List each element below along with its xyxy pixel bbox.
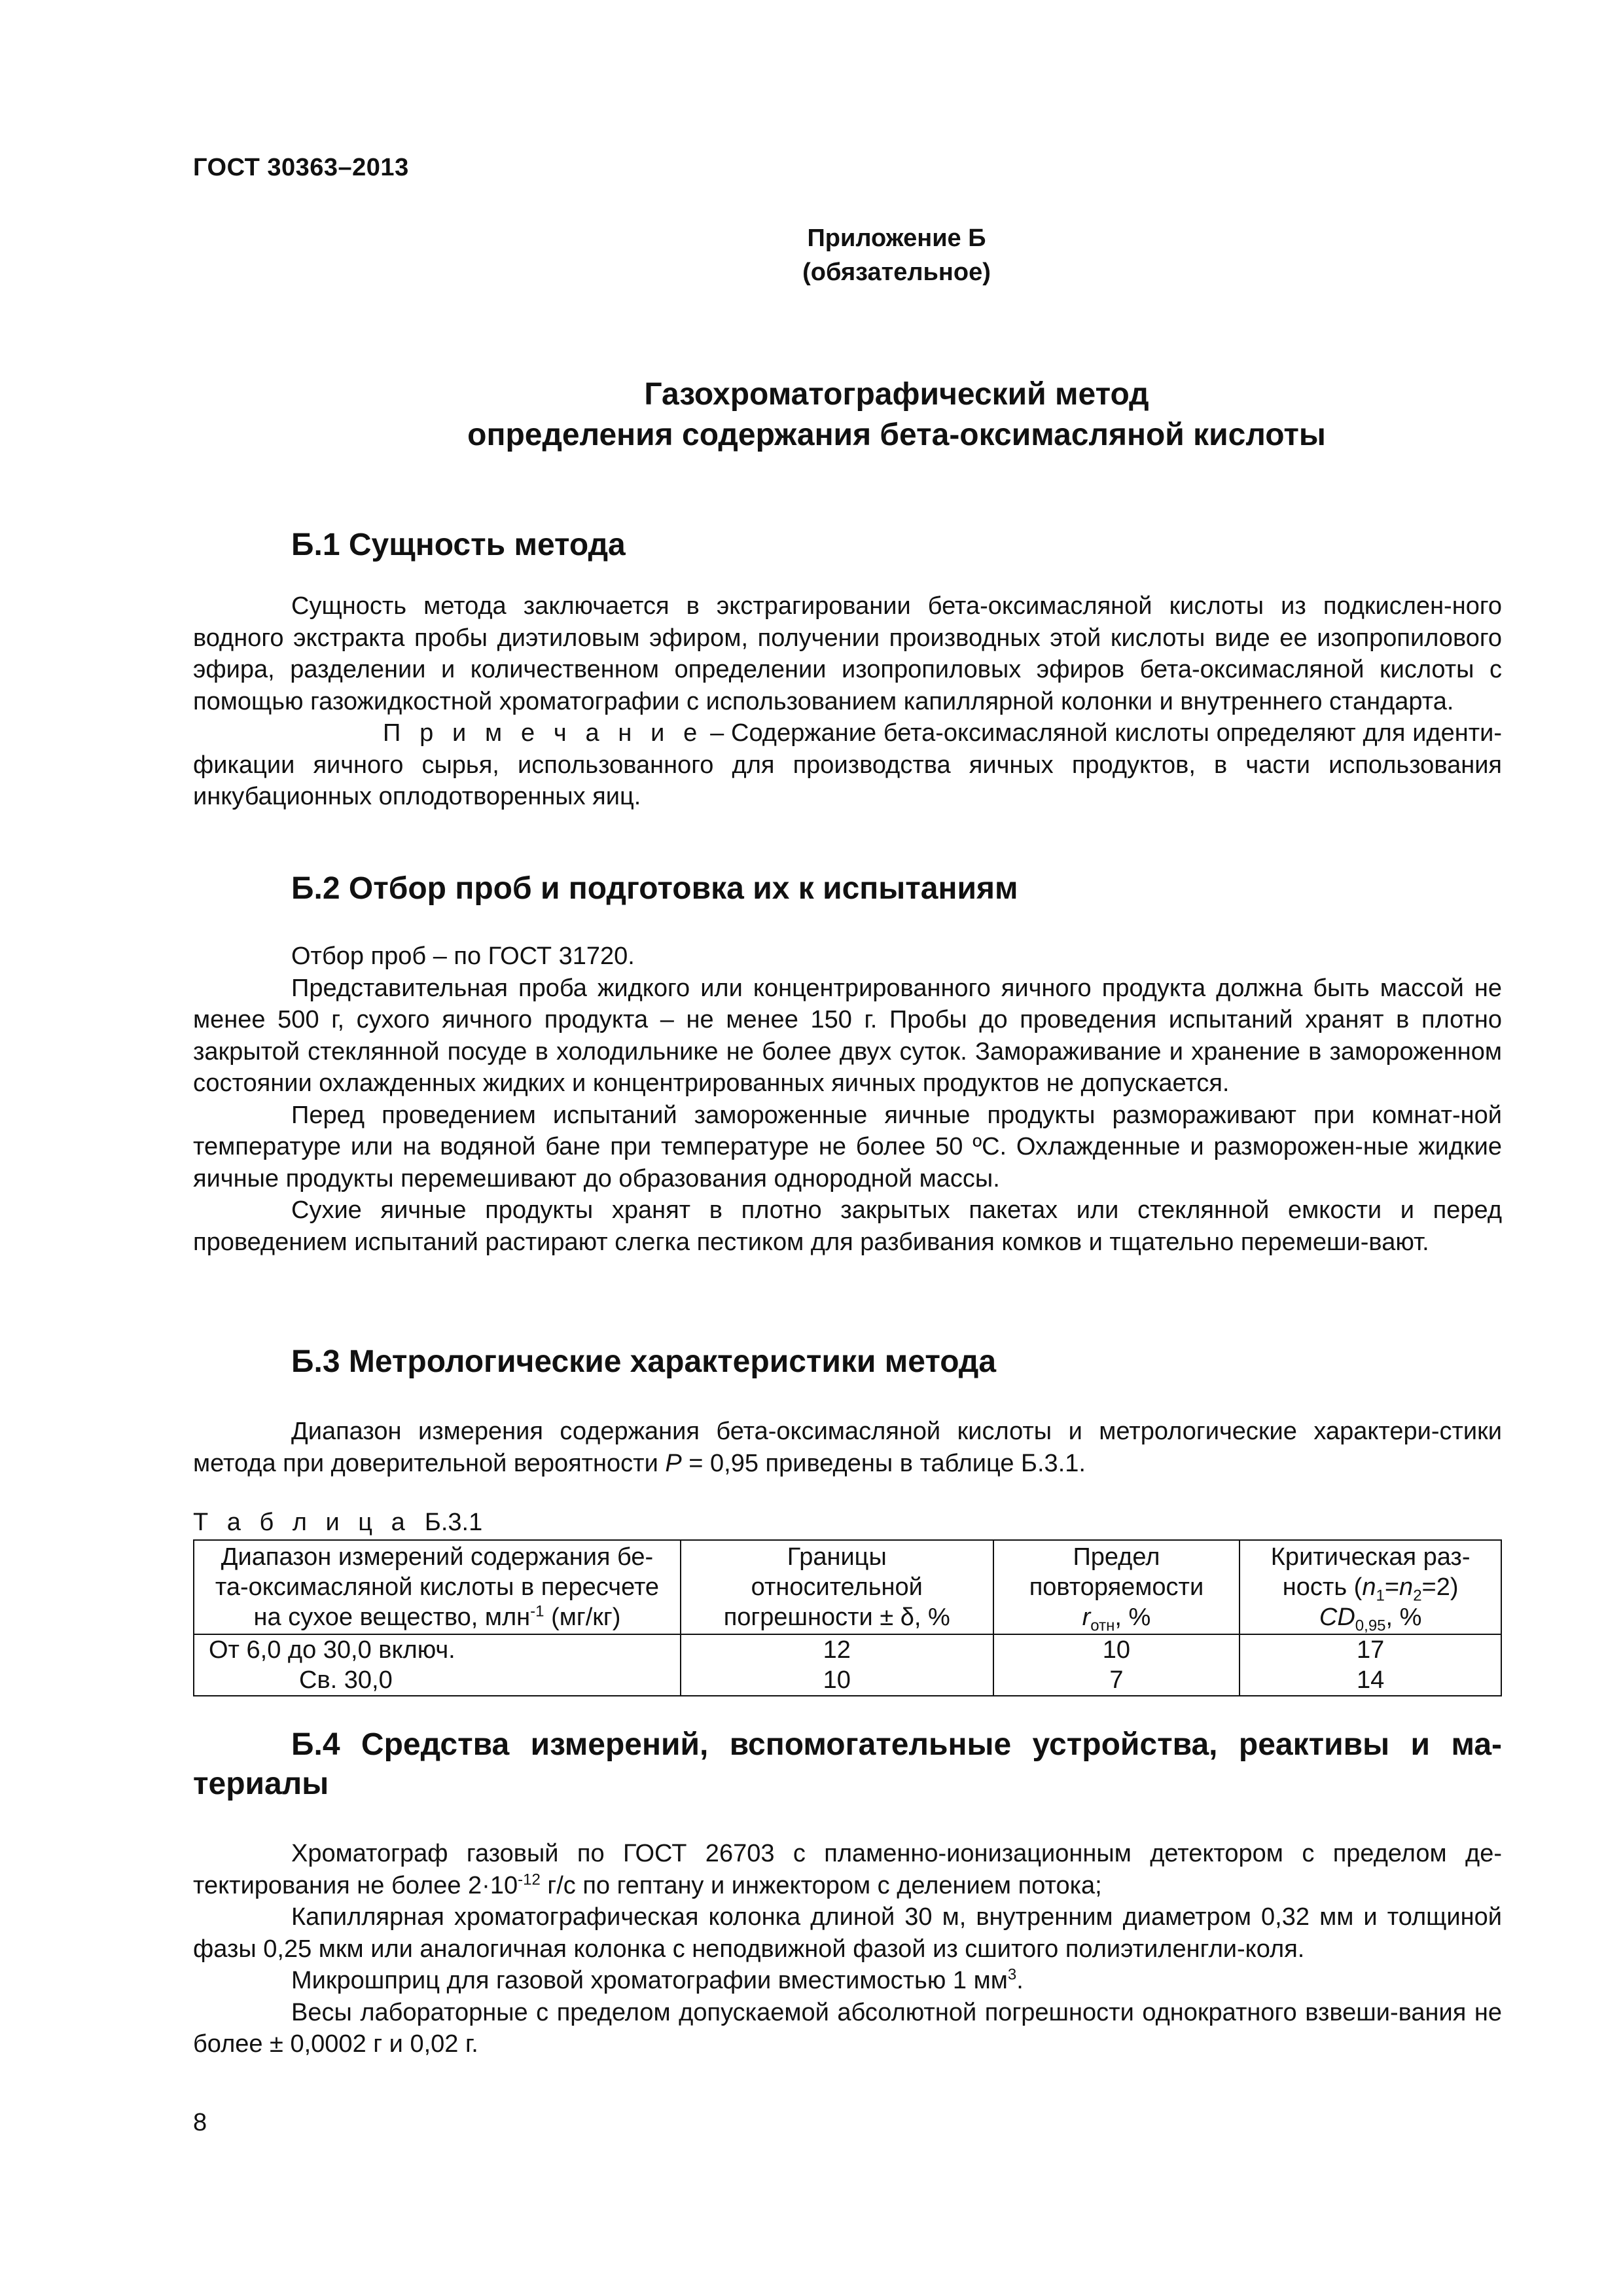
section-b2-heading: Б.2 Отбор проб и подготовка их к испытаниям [291, 871, 1018, 906]
section-b2-p1: Отбор проб – по ГОСТ 31720. [291, 942, 635, 970]
section-b3-p1 [193, 1416, 1502, 1479]
cell-range: От 6,0 до 30,0 включ. [194, 1634, 681, 1665]
header-cd-close: =2) [1421, 1573, 1459, 1601]
b4-p1-exp: -12 [518, 1870, 541, 1888]
section-b4-p2: Капиллярная хроматографическая колонка длиной 30 м, внутренним диаметром 0,32 мм и толщиной фазы 0,25 мкм или аналогичная колонка с неподвижной фазой из сшитого полиэтиленгли-коля. [193, 1903, 1502, 1963]
header-r-var: r [1082, 1604, 1091, 1631]
appendix-heading [0, 221, 1623, 289]
section-b4-p4: Весы лабораторные с пределом допускаемой абсолютной погрешности однократного взвеши-вания не более ± 0,0002 г и 0,02 г. [193, 1998, 1502, 2058]
section-b1-text: Сущность метода заключается в экстрагировании бета-оксимасляной кислоты из подкислен-ного водного экстракта пробы диэтиловым эфиром, получении производных этой кислоты виде ее изопропилового эфира, разделении и количественном определении изопропиловых эфиров бета-оксимасляной кислоты с помощью газожидкостной хроматографии с использованием капиллярной колонки и внутреннего стандарта. [193, 592, 1502, 715]
table-caption-label: Т а б л и ц а [193, 1509, 411, 1536]
cell-delta: 10 [681, 1665, 993, 1696]
cell-r: 7 [993, 1665, 1240, 1696]
note-text: – Содержание бета-оксимасляной кислоты определяют для иденти-фикации яичного сырья, использованного для производства яичных продуктов, в части использования инкубационных оплодотворенных яиц. [193, 719, 1502, 810]
table-row [194, 1665, 1501, 1696]
header-cd-var: CD [1319, 1604, 1355, 1631]
header-delta [681, 1540, 993, 1634]
header-cd-unit: , % [1385, 1604, 1422, 1631]
header-cd-line-1: Критическая раз- [1270, 1543, 1471, 1571]
document-code: ГОСТ 30363–2013 [193, 154, 409, 181]
table-header-row [194, 1540, 1501, 1634]
header-cd-n1: n [1362, 1573, 1376, 1601]
appendix-main-title [0, 374, 1623, 456]
header-r-line-1: Предел [1073, 1543, 1160, 1571]
section-b4-body [193, 1838, 1502, 2060]
b4-p3-text-b: . [1016, 1967, 1024, 1994]
header-range [194, 1540, 681, 1634]
b4-p3-text-a: Микрошприц для газовой хроматографии вместимостью 1 мм [291, 1967, 1008, 1994]
header-delta-line-1: Границы [787, 1543, 887, 1571]
header-r-unit: , % [1115, 1604, 1151, 1631]
section-b4-p1 [193, 1838, 1502, 1901]
section-b2-p2: Представительная проба жидкого или концентрированного яичного продукта должна быть массой не менее 500 г, сухого яичного продукта – не менее 150 г. Пробы до проведения испытаний хранят в плотно закрытой стеклянной посуде в холодильнике не более двух суток. Замораживание и хранение в замороженном состоянии охлажденных жидких и концентрированных яичных продуктов не допускается. [193, 974, 1502, 1097]
header-cd-s1: 1 [1376, 1587, 1385, 1605]
cell-cd: 14 [1240, 1665, 1501, 1696]
header-range-exp: -1 [530, 1602, 544, 1621]
cell-delta: 12 [681, 1634, 993, 1665]
section-b2-p3: Перед проведением испытаний замороженные яичные продукты размораживают при комнат-ной температуре или на водяной бане при температуре не более 50 ºС. Охлажденные и разморожен-ные жидкие яичные продукты перемешивают до образования однородной массы. [193, 1101, 1502, 1193]
section-b3-body [193, 1416, 1502, 1479]
section-b2-body [193, 941, 1502, 1258]
section-b4-heading: Б.4 Средства измерений, вспомогательные устройства, реактивы и ма-териалы [193, 1727, 1502, 1801]
section-b4-p3 [193, 1965, 1502, 1997]
header-critical-difference [1240, 1540, 1501, 1634]
appendix-title: Приложение Б [807, 224, 986, 252]
header-range-line-2: та-оксимасляной кислоты в пересчете [215, 1573, 660, 1601]
appendix-status: (обязательное) [802, 259, 991, 286]
metrology-table [193, 1539, 1502, 1696]
header-delta-line-3: погрешности ± δ, % [723, 1604, 950, 1631]
header-cd-line-2 [1245, 1572, 1495, 1605]
note-label: П р и м е ч а н и е [383, 719, 704, 747]
section-b1-heading: Б.1 Сущность метода [291, 528, 626, 562]
table-row [194, 1634, 1501, 1665]
b4-p1-text-a: Хроматограф газовый по ГОСТ 26703 с пламенно-ионизационным детектором с пределом де-тектирования не более 2·10 [193, 1840, 1502, 1899]
cell-range: Св. 30,0 [194, 1665, 681, 1696]
b4-p1-text-b: г/с по гептану и инжектором с делением потока; [540, 1871, 1102, 1899]
header-range-line-1: Диапазон измерений содержания бе- [221, 1543, 654, 1571]
header-repeatability [993, 1540, 1240, 1634]
page-number: 8 [193, 2109, 207, 2136]
header-range-line-3 [200, 1602, 675, 1632]
b4-p3-exp: 3 [1007, 1965, 1017, 1984]
table-caption-number: Б.3.1 [424, 1509, 483, 1536]
header-r-sub: отн [1090, 1617, 1115, 1635]
section-b1-note [193, 717, 1502, 813]
header-cd-line-3 [1245, 1602, 1495, 1635]
title-line-1: Газохроматографический метод [644, 377, 1149, 412]
cell-cd: 17 [1240, 1634, 1501, 1665]
header-cd-s2: 2 [1413, 1587, 1422, 1605]
header-cd-eq: = [1384, 1573, 1400, 1601]
header-cd-open: ность ( [1282, 1573, 1363, 1601]
header-r-line-2: повторяемости [1029, 1573, 1204, 1601]
section-b1-body [193, 590, 1502, 813]
cell-r: 10 [993, 1634, 1240, 1665]
header-cd-sub: 0,95 [1355, 1617, 1386, 1635]
header-range-text: на сухое вещество, млн [253, 1604, 531, 1631]
b3-text-a: Диапазон измерения содержания бета-оксимасляной кислоты и метрологические характери-стики метода при доверительной вероятности [193, 1418, 1502, 1477]
section-b3-heading: Б.3 Метрологические характеристики метода [291, 1344, 997, 1379]
header-delta-line-2: относительной [751, 1573, 923, 1601]
title-line-2: определения содержания бета-оксимасляной кислоты [467, 418, 1326, 452]
b3-var-p: Р [665, 1449, 682, 1477]
table-caption [193, 1509, 482, 1537]
section-b2-p4: Сухие яичные продукты хранят в плотно закрытых пакетах или стеклянной емкости и перед проведением испытаний растирают слегка пестиком для разбивания комков и тщательно перемеши-вают. [193, 1196, 1502, 1256]
header-range-unit: (мг/кг) [544, 1604, 621, 1631]
b3-text-b: = 0,95 приведены в таблице Б.3.1. [681, 1449, 1086, 1477]
header-r-line-3 [999, 1602, 1234, 1635]
header-cd-n2: n [1399, 1573, 1414, 1601]
